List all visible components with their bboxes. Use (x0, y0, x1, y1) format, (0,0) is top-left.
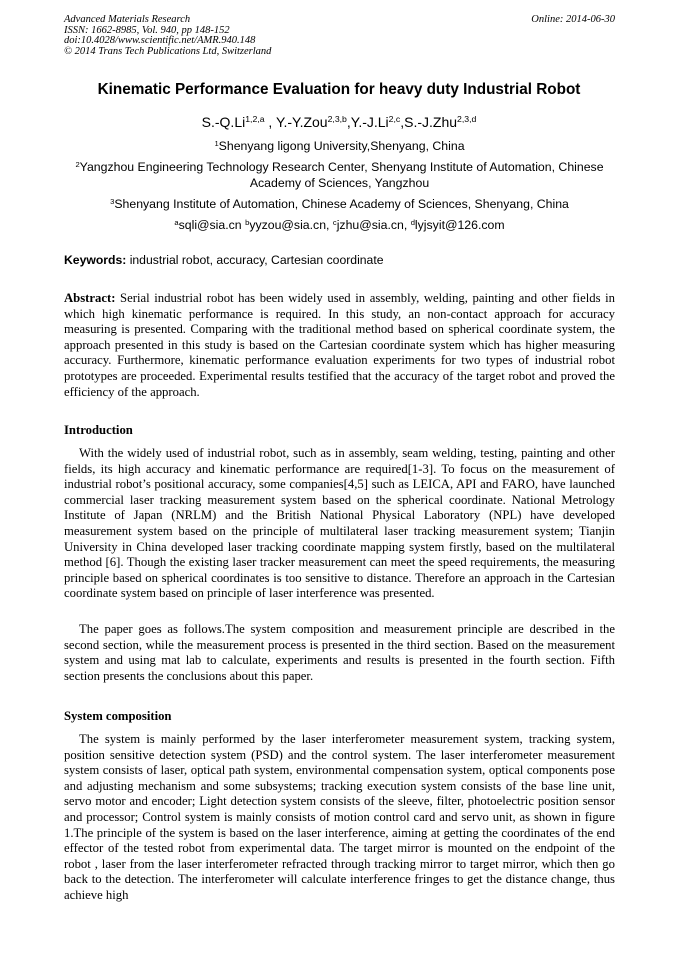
journal-name: Advanced Materials Research (64, 14, 191, 25)
affiliation-text: Yangzhou Engineering Technology Research Center, Shenyang Institute of Automation, Chinese Academy of Sciences, Yangzhou (79, 160, 604, 190)
copyright-line: © 2014 Trans Tech Publications Ltd, Switzerland (64, 45, 272, 57)
introduction-heading: Introduction (64, 423, 133, 437)
affiliation-mark: 1 (214, 138, 219, 148)
doi-line: doi:10.4028/www.scientific.net/AMR.940.148 (64, 35, 256, 47)
paper-title: Kinematic Performance Evaluation for heavy duty Industrial Robot (97, 81, 581, 98)
author-separator: , (264, 114, 276, 130)
email: lyjsyit@126.com (414, 218, 505, 232)
author-separator: , (400, 114, 405, 130)
email-list (64, 217, 615, 233)
author-name: Y.-Y.Zou (275, 114, 328, 130)
issn-line: ISSN: 1662-8985, Vol. 940, pp 148-152 (64, 24, 230, 36)
introduction-paragraph-1: With the widely used of industrial robot, such as in assembly, seam welding, testing, painting and other fields, its high accuracy and kinematic performance are required[1-3]. To focus on the measurement of industrial robot’s positional accuracy, some companies[4,5] such as LEICA, API and FARO, have launched commercial laser tracking measurement system based on the spherical coordinate. National Metrology Institute of Japan (NRLM) and the British National Physical Laboratory (NPL) have developed measurement system based on the principle of multilateral laser tracking measurement system; Tianjin University in China developed laser tracking coordinate mapping system firstly, based on the multilateral method [6]. Though the existing laser tracker measurement can meet the speed requirements, the measuring principle based on spherical coordinates is too sensitive to distance. Therefore an approach in the Cartesian coordinate system based on principle of laser interference was presented. (64, 446, 615, 601)
author-name: S.-J.Zhu (404, 114, 458, 130)
email: yyzou@sia.cn, (249, 218, 333, 232)
keywords (64, 253, 615, 267)
keywords-label: Keywords: (64, 253, 127, 267)
keywords-text: industrial robot, accuracy, Cartesian coordinate (126, 253, 384, 267)
affiliation-text: Shenyang ligong University,Shenyang, China (218, 139, 465, 153)
author-affiliation-mark: 2,c (388, 114, 401, 125)
system-composition-paragraph: The system is mainly performed by the laser interferometer measurement system, tracking system, position sensitive detection system (PSD) and the control system. The laser interferometer measurement system consists of laser, optical path system, environmental compensation system, optical components pose and adjusting mechanism and some subsystems; tracking execution system consists of the base line unit, servo motor and encoder; Light detection system consists of the sleeve, filter, photoelectric position sensor and processor; Control system is mainly consists of motion control card and servo unit, as shown in figure 1.The principle of the system is based on the laser interference, aiming at getting the coordinates of the end effector of the tested robot from experimental data. The target mirror is mounted on the endpoint of the robot , laser from the laser interferometer refracted through tracking mirror to target mirror, which then go back to the detection. The interferometer will calculate interference fringes to get the distance change, thus achieve high (64, 732, 615, 902)
affiliation-text: Shenyang Institute of Automation, Chinese Academy of Sciences, Shenyang, China (114, 197, 569, 211)
introduction-paragraph-2: The paper goes as follows.The system composition and measurement principle are described in the second section, while the measurement process is presented in the third section. Based on the measurement system and using mat lab to calculate, experiments and results is presented in the fourth section. Fifth section presents the conclusions about this paper. (64, 622, 615, 683)
abstract-text: Serial industrial robot has been widely used in assembly, welding, painting and other fields in which high kinematic performance is required. In this study, an non-contact approach for accuracy measuring is presented. Comparing with the traditional method based on spherical coordinate system, the approach presented in this study is based on the Cartesian coordinate system which has higher measuring accuracy. Furthermore, kinematic performance evaluation experiments for two types of industrial robot prototypes are proceeded. Experimental results testified that the accuracy of the target robot and proved the efficiency of the approach. (64, 291, 615, 399)
author-name: S.-Q.Li (201, 114, 246, 130)
email-mark: b (245, 217, 250, 227)
author-affiliation-mark: 2,3,b (327, 114, 347, 125)
email-mark: c (332, 217, 337, 227)
page-header (64, 15, 615, 57)
abstract (64, 291, 615, 400)
email: jzhu@sia.cn, (336, 218, 411, 232)
affiliation-3 (64, 196, 615, 212)
affiliation-2 (64, 159, 615, 191)
online-date: Online: 2014-06-30 (531, 14, 615, 25)
author-affiliation-mark: 1,2,a (245, 114, 265, 125)
email-mark: d (410, 217, 415, 227)
affiliation-mark: 2 (75, 159, 80, 169)
author-name: Y.-J.Li (350, 114, 389, 130)
email: sqli@sia.cn (178, 218, 246, 232)
system-composition-heading: System composition (64, 709, 172, 723)
author-separator: , (346, 114, 351, 130)
abstract-label: Abstract: (64, 291, 116, 305)
affiliation-1 (64, 138, 615, 154)
author-list (0, 114, 678, 130)
email-mark: a (174, 217, 179, 227)
affiliation-mark: 3 (110, 196, 115, 206)
author-affiliation-mark: 2,3,d (457, 114, 477, 125)
